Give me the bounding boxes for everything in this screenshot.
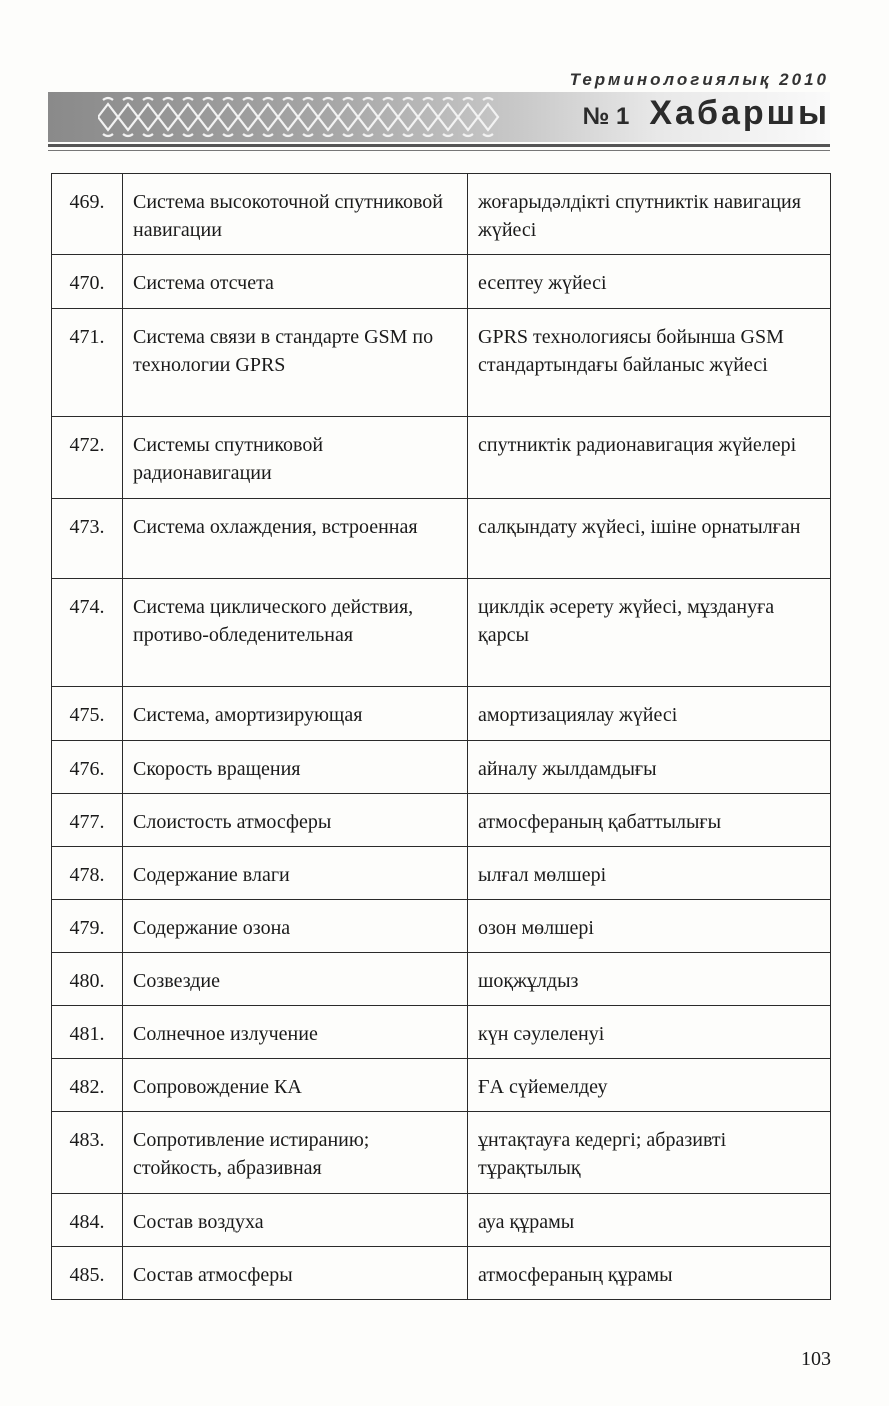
header-banner — [48, 92, 830, 142]
page-number: 103 — [801, 1348, 831, 1370]
term-number: 481. — [52, 1006, 123, 1059]
term-kazakh: атмосфераның қабаттылығы — [468, 794, 831, 847]
term-number: 485. — [52, 1247, 123, 1300]
term-number: 477. — [52, 794, 123, 847]
terms-table — [51, 173, 831, 1300]
term-number: 482. — [52, 1059, 123, 1112]
term-kazakh: озон мөлшері — [468, 900, 831, 953]
term-kazakh: жоғарыдәлдікті спутниктік навигация жүйесі — [468, 174, 831, 255]
term-kazakh: салқындату жүйесі, ішіне орнатылған — [468, 499, 831, 579]
header-rule — [48, 144, 830, 147]
term-kazakh: амортизациялау жүйесі — [468, 687, 831, 741]
term-number: 480. — [52, 953, 123, 1006]
term-russian: Система, амортизирующая — [123, 687, 468, 741]
table-row — [52, 309, 831, 417]
table-row — [52, 847, 831, 900]
term-russian: Солнечное излучение — [123, 1006, 468, 1059]
term-kazakh: спутниктік радионавигация жүйелері — [468, 417, 831, 499]
term-russian: Скорость вращения — [123, 741, 468, 794]
term-number: 474. — [52, 579, 123, 687]
table-row — [52, 794, 831, 847]
journal-name: Хабаршы — [649, 94, 830, 132]
term-kazakh: күн сәулеленуі — [468, 1006, 831, 1059]
journal-title — [583, 94, 830, 133]
table-row — [52, 741, 831, 794]
term-russian: Сопровождение КА — [123, 1059, 468, 1112]
term-russian: Системы спутниковой радионавигации — [123, 417, 468, 499]
term-kazakh: шоқжұлдыз — [468, 953, 831, 1006]
term-russian: Система циклического действия, противо-обледенительная — [123, 579, 468, 687]
term-number: 479. — [52, 900, 123, 953]
term-number: 475. — [52, 687, 123, 741]
table-row — [52, 900, 831, 953]
term-number: 473. — [52, 499, 123, 579]
table-row — [52, 417, 831, 499]
term-kazakh: ҒА сүйемелдеу — [468, 1059, 831, 1112]
table-row — [52, 1006, 831, 1059]
term-russian: Система высокоточной спутниковой навигации — [123, 174, 468, 255]
table-row — [52, 1247, 831, 1300]
term-kazakh: GPRS технологиясы бойынша GSM стандартындағы байланыс жүйесі — [468, 309, 831, 417]
term-russian: Сопротивление истиранию; стойкость, абразивная — [123, 1112, 468, 1194]
term-russian: Состав воздуха — [123, 1194, 468, 1247]
term-number: 483. — [52, 1112, 123, 1194]
term-russian: Содержание озона — [123, 900, 468, 953]
term-kazakh: ылғал мөлшері — [468, 847, 831, 900]
table-row — [52, 499, 831, 579]
term-russian: Состав атмосферы — [123, 1247, 468, 1300]
journal-header-line: Терминологиялық 2010 — [569, 70, 829, 89]
ornament-pattern — [98, 96, 518, 138]
term-russian: Система связи в стандарте GSM по технологии GPRS — [123, 309, 468, 417]
table-row — [52, 579, 831, 687]
table-row — [52, 687, 831, 741]
table-row — [52, 1112, 831, 1194]
term-kazakh: атмосфераның құрамы — [468, 1247, 831, 1300]
term-russian: Система отсчета — [123, 255, 468, 309]
table-row — [52, 255, 831, 309]
table-row — [52, 1194, 831, 1247]
term-kazakh: ұнтақтауға кедергі; абразивті тұрақтылық — [468, 1112, 831, 1194]
term-russian: Содержание влаги — [123, 847, 468, 900]
term-number: 476. — [52, 741, 123, 794]
term-kazakh: ауа құрамы — [468, 1194, 831, 1247]
terms-table-body — [52, 174, 831, 1300]
term-russian: Система охлаждения, встроенная — [123, 499, 468, 579]
term-number: 478. — [52, 847, 123, 900]
term-number: 471. — [52, 309, 123, 417]
issue-number: № 1 — [582, 103, 630, 130]
term-russian: Слоистость атмосферы — [123, 794, 468, 847]
term-number: 469. — [52, 174, 123, 255]
table-row — [52, 174, 831, 255]
term-number: 472. — [52, 417, 123, 499]
term-kazakh: айналу жылдамдығы — [468, 741, 831, 794]
term-kazakh: есептеу жүйесі — [468, 255, 831, 309]
table-row — [52, 953, 831, 1006]
table-row — [52, 1059, 831, 1112]
term-number: 484. — [52, 1194, 123, 1247]
term-number: 470. — [52, 255, 123, 309]
header-rule-thin — [48, 150, 830, 151]
term-kazakh: циклдік әсерету жүйесі, мұздануға қарсы — [468, 579, 831, 687]
term-russian: Созвездие — [123, 953, 468, 1006]
